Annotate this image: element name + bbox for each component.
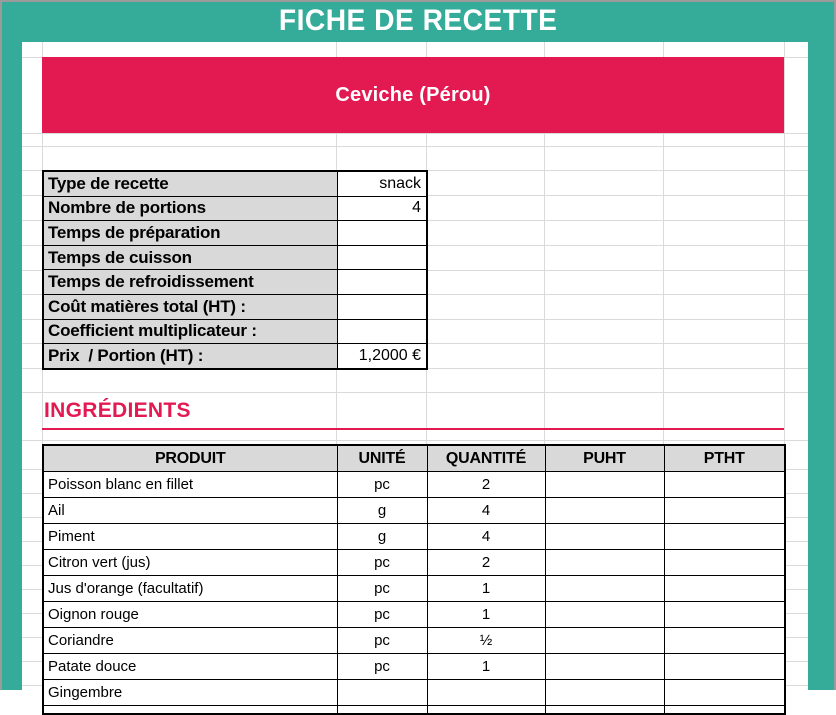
ptht-cell[interactable]	[664, 524, 785, 550]
ptht-cell[interactable]	[664, 472, 785, 498]
info-value-cout-total[interactable]	[337, 294, 427, 319]
unite-cell[interactable]: g	[337, 524, 427, 550]
unite-cell[interactable]: pc	[337, 628, 427, 654]
info-value-coefficient[interactable]	[337, 319, 427, 344]
ingredient-row	[43, 524, 785, 550]
gridline	[22, 440, 808, 441]
info-label-coefficient: Coefficient multiplicateur :	[43, 319, 337, 344]
info-row	[43, 319, 427, 344]
info-row	[43, 196, 427, 221]
ingredients-heading: INGRÉDIENTS	[44, 399, 191, 422]
quantite-cell[interactable]	[427, 706, 545, 715]
ingredient-row	[43, 550, 785, 576]
ingredients-table	[42, 444, 786, 715]
info-value-prix-portion[interactable]: 1,2000 €	[337, 344, 427, 369]
puht-cell[interactable]	[545, 498, 664, 524]
puht-cell[interactable]	[545, 680, 664, 706]
quantite-cell[interactable]: 1	[427, 602, 545, 628]
produit-cell[interactable]: Patate douce	[43, 654, 337, 680]
col-header-produit: PRODUIT	[43, 445, 337, 472]
ptht-cell[interactable]	[664, 706, 785, 715]
gridline	[22, 146, 808, 147]
puht-cell[interactable]	[545, 550, 664, 576]
produit-cell[interactable]: Poisson blanc en fillet	[43, 472, 337, 498]
puht-cell[interactable]	[545, 576, 664, 602]
unite-cell[interactable]	[337, 680, 427, 706]
info-value-portions[interactable]: 4	[337, 196, 427, 221]
info-row	[43, 221, 427, 246]
info-row	[43, 171, 427, 196]
produit-cell[interactable]: Oignon rouge	[43, 602, 337, 628]
info-row	[43, 344, 427, 369]
ingredient-row	[43, 602, 785, 628]
info-value-cuisson[interactable]	[337, 245, 427, 270]
quantite-cell[interactable]: 4	[427, 498, 545, 524]
produit-cell[interactable]: Gingembre	[43, 680, 337, 706]
ingredient-row	[43, 628, 785, 654]
recipe-title-banner	[42, 57, 784, 133]
info-label-type: Type de recette	[43, 171, 337, 196]
unite-cell[interactable]: pc	[337, 654, 427, 680]
ingredient-row	[43, 680, 785, 706]
info-row	[43, 245, 427, 270]
ptht-cell[interactable]	[664, 576, 785, 602]
produit-cell[interactable]: Jus d'orange (facultatif)	[43, 576, 337, 602]
produit-cell[interactable]	[43, 706, 337, 715]
gridline	[22, 133, 808, 134]
produit-cell[interactable]: Citron vert (jus)	[43, 550, 337, 576]
ingredient-row	[43, 576, 785, 602]
unite-cell[interactable]: g	[337, 498, 427, 524]
quantite-cell[interactable]: 2	[427, 550, 545, 576]
ptht-cell[interactable]	[664, 550, 785, 576]
ingredients-header-row	[43, 445, 785, 472]
puht-cell[interactable]	[545, 628, 664, 654]
puht-cell[interactable]	[545, 654, 664, 680]
ingredients-rule	[42, 428, 784, 430]
ptht-cell[interactable]	[664, 498, 785, 524]
produit-cell[interactable]: Ail	[43, 498, 337, 524]
info-label-refroidissement: Temps de refroidissement	[43, 270, 337, 295]
puht-cell[interactable]	[545, 706, 664, 715]
info-label-preparation: Temps de préparation	[43, 221, 337, 246]
info-label-cuisson: Temps de cuisson	[43, 245, 337, 270]
ptht-cell[interactable]	[664, 654, 785, 680]
unite-cell[interactable]	[337, 706, 427, 715]
recipe-title: Ceviche (Pérou)	[335, 83, 491, 106]
page-title: FICHE DE RECETTE	[278, 4, 558, 37]
info-value-preparation[interactable]	[337, 221, 427, 246]
spreadsheet-area	[22, 42, 808, 701]
col-header-puht: PUHT	[545, 445, 664, 472]
gridline	[22, 392, 808, 393]
produit-cell[interactable]: Piment	[43, 524, 337, 550]
info-label-cout-total: Coût matières total (HT) :	[43, 294, 337, 319]
quantite-cell[interactable]: ½	[427, 628, 545, 654]
ptht-cell[interactable]	[664, 680, 785, 706]
unite-cell[interactable]: pc	[337, 576, 427, 602]
ingredient-row	[43, 498, 785, 524]
info-value-refroidissement[interactable]	[337, 270, 427, 295]
info-row	[43, 294, 427, 319]
top-banner	[0, 0, 836, 42]
puht-cell[interactable]	[545, 602, 664, 628]
ptht-cell[interactable]	[664, 628, 785, 654]
info-label-portions: Nombre de portions	[43, 196, 337, 221]
info-label-prix-portion: Prix / Portion (HT) :	[43, 344, 337, 369]
ingredient-row-cutoff	[43, 706, 785, 715]
quantite-cell[interactable]: 1	[427, 576, 545, 602]
col-header-ptht: PTHT	[664, 445, 785, 472]
ingredient-row	[43, 472, 785, 498]
ptht-cell[interactable]	[664, 602, 785, 628]
info-value-type[interactable]: snack	[337, 171, 427, 196]
puht-cell[interactable]	[545, 472, 664, 498]
col-header-quantite: QUANTITÉ	[427, 445, 545, 472]
quantite-cell[interactable]: 1	[427, 654, 545, 680]
puht-cell[interactable]	[545, 524, 664, 550]
unite-cell[interactable]: pc	[337, 472, 427, 498]
quantite-cell[interactable]: 4	[427, 524, 545, 550]
unite-cell[interactable]: pc	[337, 602, 427, 628]
quantite-cell[interactable]: 2	[427, 472, 545, 498]
quantite-cell[interactable]	[427, 680, 545, 706]
unite-cell[interactable]: pc	[337, 550, 427, 576]
info-row	[43, 270, 427, 295]
recipe-info-table	[42, 170, 428, 370]
produit-cell[interactable]: Coriandre	[43, 628, 337, 654]
col-header-unite: UNITÉ	[337, 445, 427, 472]
ingredient-row	[43, 654, 785, 680]
